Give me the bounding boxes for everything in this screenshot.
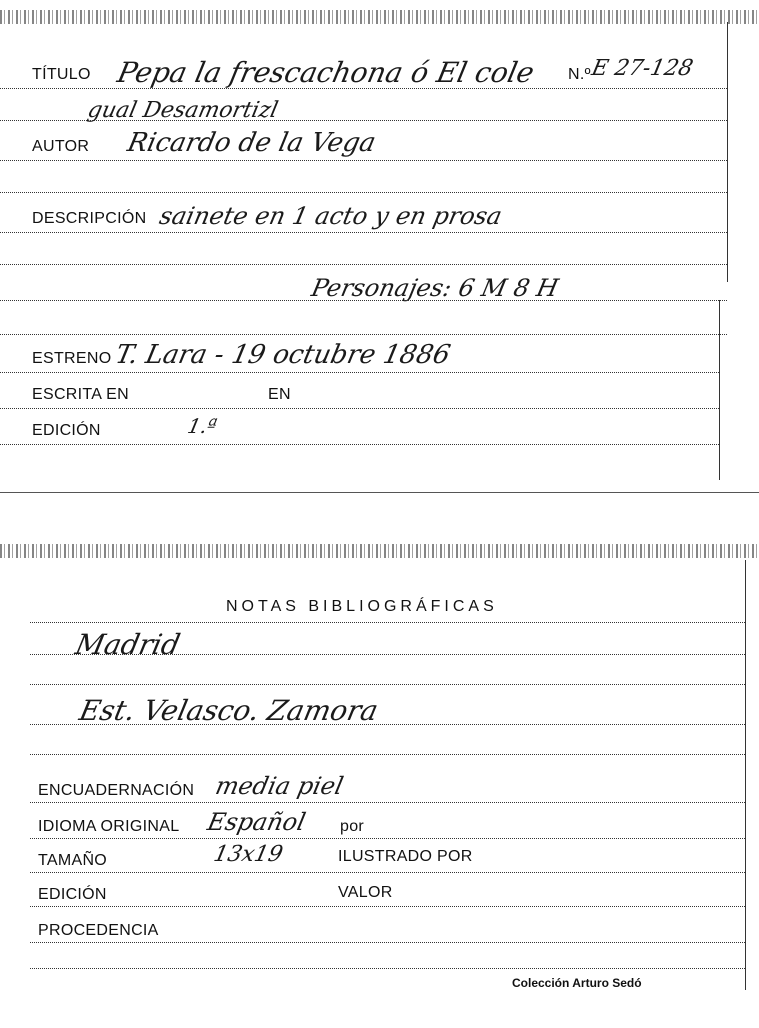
rule-2 [0, 120, 727, 121]
catalog-card-front [0, 0, 759, 492]
rule-b6 [30, 802, 745, 803]
card-right-border-back [745, 560, 746, 990]
torn-edge-top [0, 10, 759, 24]
edicion-value-top: 1.ª [185, 414, 220, 438]
rule-9 [0, 372, 719, 373]
rule-11 [0, 444, 719, 445]
edicion-label-bottom: EDICIÓN [38, 886, 107, 903]
rule-4 [0, 192, 727, 193]
autor-value: Ricardo de la Vega [124, 128, 379, 158]
rule-6 [0, 264, 727, 265]
note-1: Madrid [72, 628, 184, 661]
rule-8 [0, 334, 727, 335]
encuadernacion-label: ENCUADERNACIÓN [38, 782, 195, 799]
rule-b10 [30, 942, 745, 943]
titulo-label: TÍTULO [32, 66, 91, 83]
rule-10 [0, 408, 719, 409]
notas-heading: NOTAS BIBLIOGRÁFICAS [226, 598, 498, 615]
edicion-label-top: EDICIÓN [32, 422, 101, 439]
escrita-label: ESCRITA EN [32, 386, 129, 403]
en-label: EN [268, 386, 291, 403]
card-right-border [727, 22, 728, 282]
collection-footer: Colección Arturo Sedó [512, 976, 642, 990]
rule-b5 [30, 754, 745, 755]
rule-5 [0, 232, 727, 233]
encuadernacion-value: media piel [213, 772, 346, 800]
estreno-label: ESTRENO [32, 350, 112, 367]
autor-label: AUTOR [32, 138, 90, 155]
personajes-value: Personajes: 6 M 8 H [309, 274, 561, 302]
rule-7 [0, 300, 727, 301]
numero-value: E 27-128 [589, 56, 696, 81]
rule-b4 [30, 724, 745, 725]
torn-edge-bottom [0, 544, 759, 558]
ilustrado-label: ILUSTRADO POR [338, 848, 473, 865]
rule-b8 [30, 872, 745, 873]
tamano-label: TAMAÑO [38, 852, 108, 869]
rule-b9 [30, 906, 745, 907]
rule-b11 [30, 968, 745, 969]
descripcion-value: sainete en 1 acto y en prosa [157, 202, 505, 230]
por-label: por [340, 818, 365, 835]
estreno-value: T. Lara - 19 octubre 1886 [112, 340, 453, 370]
rule-b7 [30, 838, 745, 839]
numero-label: N.º [568, 66, 591, 83]
autor-annotation: gual Desamortizl [85, 98, 281, 123]
card-separator [0, 492, 759, 493]
idioma-label: IDIOMA ORIGINAL [38, 818, 180, 835]
descripcion-label: DESCRIPCIÓN [32, 210, 147, 227]
idioma-value: Español [205, 808, 309, 836]
tamano-value: 13x19 [211, 842, 286, 867]
rule-b2 [30, 654, 745, 655]
catalog-card-back [0, 540, 759, 1028]
rule-3 [0, 160, 727, 161]
card-right-border-lower [719, 300, 720, 480]
rule-1 [0, 88, 727, 89]
rule-b1 [30, 622, 745, 623]
titulo-value: Pepa la frescachona ó El cole [114, 56, 538, 89]
procedencia-label: PROCEDENCIA [38, 922, 159, 939]
valor-label: VALOR [338, 884, 393, 901]
rule-b3 [30, 684, 745, 685]
note-2: Est. Velasco. Zamora [76, 694, 382, 727]
